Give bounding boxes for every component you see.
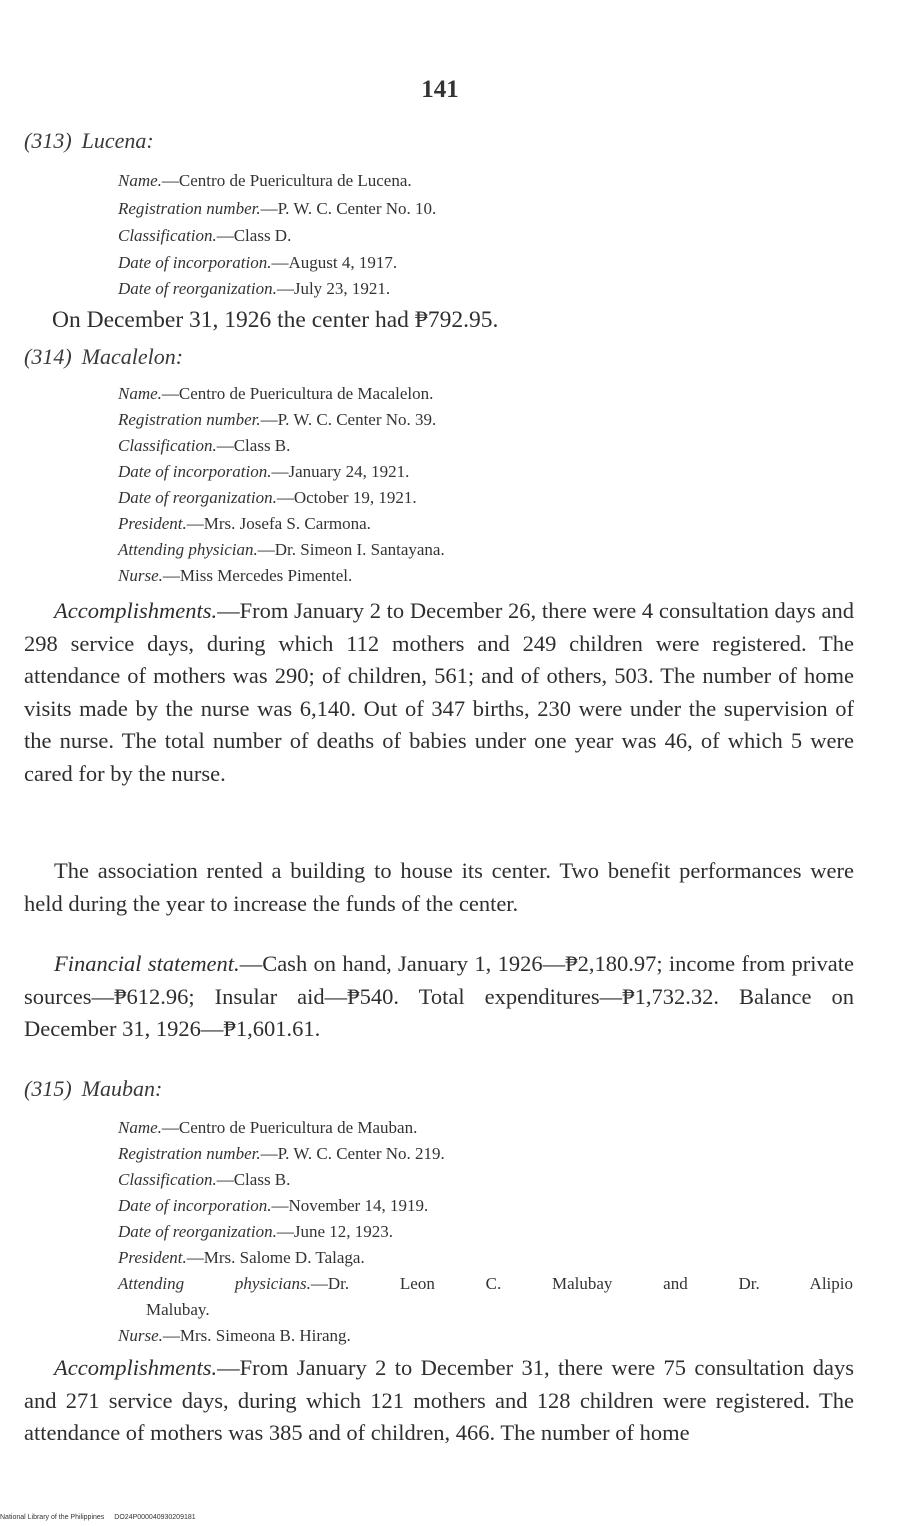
field-reorganization: Date of reorganization.—June 12, 1923. <box>118 1222 393 1241</box>
financial-statement-paragraph: Financial statement.—Cash on hand, January 1, 1926—₱2,180.97; income from private sources—₱612.96; Insular aid—₱540. Total expenditures—₱1,732.32. Balance on December 31, 1926—₱1,601.61. <box>24 951 855 1042</box>
section-number: (315) <box>24 1076 72 1101</box>
section-title: Lucena: <box>81 128 154 153</box>
field-classification: Classification.—Class B. <box>118 436 291 455</box>
field-physicians-continued: Malubay. <box>146 1300 210 1319</box>
page-number: 141 <box>421 76 459 103</box>
field-classification: Classification.—Class D. <box>118 226 292 245</box>
building-paragraph: The association rented a building to house its center. Two benefit performances were held during the year to increase the funds of the center. <box>24 858 854 916</box>
field-name: Name.—Centro de Puericultura de Mauban. <box>118 1118 418 1137</box>
field-physicians: Attending physicians.—Dr. Leon C. Malubay and Dr. Alipio <box>118 1274 853 1293</box>
field-physician: Attending physician.—Dr. Simeon I. Santayana. <box>118 540 445 559</box>
field-president: President.—Mrs. Josefa S. Carmona. <box>118 514 371 533</box>
field-registration: Registration number.—P. W. C. Center No. 10. <box>118 199 437 218</box>
section-313-heading <box>24 128 154 154</box>
section-title: Macalelon: <box>81 344 184 369</box>
field-reorganization: Date of reorganization.—October 19, 1921. <box>118 488 417 507</box>
accomplishments-paragraph: Accomplishments.—From January 2 to December 26, there were 4 consultation days and 298 service days, during which 112 mothers and 249 children were registered. The attendance of mothers was 290; of children, 561; and of others, 503. The number of home visits made by the nurse was 6,140. Out of 347 births, 230 were under the supervision of the nurse. The total number of deaths of babies under one year was 46, of which 5 were cared for by the nurse. <box>24 598 854 786</box>
field-incorporation: Date of incorporation.—November 14, 1919. <box>118 1196 429 1215</box>
field-nurse: Nurse.—Miss Mercedes Pimentel. <box>118 566 353 585</box>
field-registration: Registration number.—P. W. C. Center No. 39. <box>118 410 437 429</box>
footer-code: DO24P000040930209181 <box>114 1514 196 1521</box>
footer-library: National Library of the Philippines <box>0 1514 105 1521</box>
accomplishments-paragraph: Accomplishments.—From January 2 to December 31, there were 75 consultation days and 271 service days, during which 121 mothers and 128 children were registered. The attendance of mothers was 385 and of children, 466. The number of home <box>24 1355 854 1446</box>
section-314-heading <box>24 344 183 370</box>
field-president: President.—Mrs. Salome D. Talaga. <box>118 1248 365 1267</box>
field-name: Name.—Centro de Puericultura de Lucena. <box>118 171 412 190</box>
field-registration: Registration number.—P. W. C. Center No. 219. <box>118 1144 445 1163</box>
field-classification: Classification.—Class B. <box>118 1170 291 1189</box>
section-number: (314) <box>24 344 72 369</box>
field-incorporation: Date of incorporation.—January 24, 1921. <box>118 462 410 481</box>
field-name: Name.—Centro de Puericultura de Macalelon. <box>118 384 434 403</box>
field-reorganization: Date of reorganization.—July 23, 1921. <box>118 279 391 298</box>
scan-footer <box>0 1514 206 1521</box>
section-315-heading <box>24 1076 162 1102</box>
field-incorporation: Date of incorporation.—August 4, 1917. <box>118 253 398 272</box>
section-title: Mauban: <box>81 1076 163 1101</box>
section-number: (313) <box>24 128 72 153</box>
field-nurse: Nurse.—Mrs. Simeona B. Hirang. <box>118 1326 351 1345</box>
section-313-note: On December 31, 1926 the center had ₱792.95. <box>52 307 499 333</box>
